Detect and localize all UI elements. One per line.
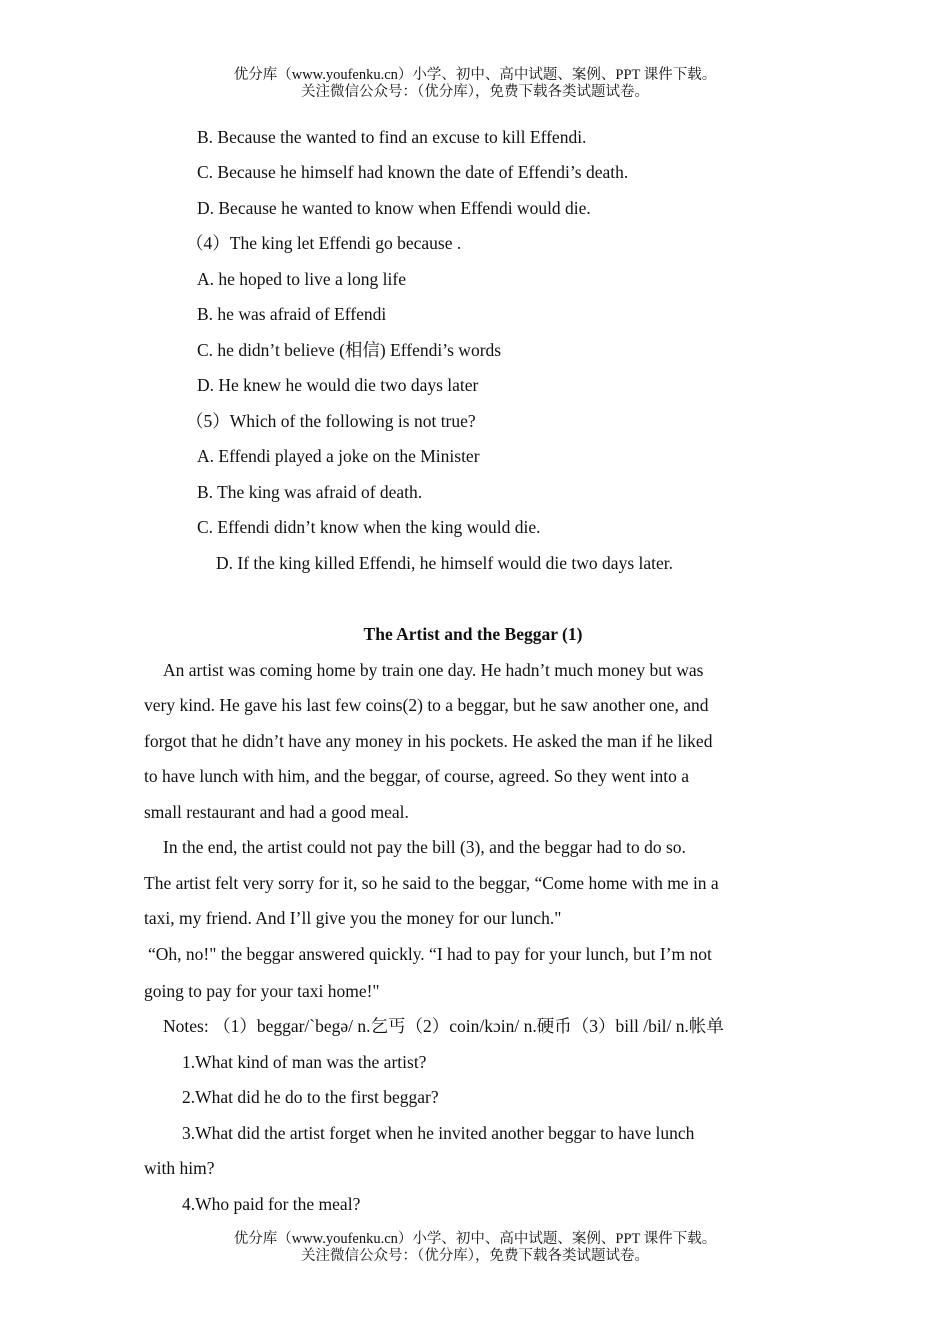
story-line: taxi, my friend. And I’ll give you the money for our lunch." xyxy=(144,908,562,928)
q5-option-c: C. Effendi didn’t know when the king would die. xyxy=(197,517,541,537)
q5-option-a: A. Effendi played a joke on the Minister xyxy=(197,446,480,466)
q4-option-c: C. he didn’t believe (相信) Effendi’s words xyxy=(197,340,502,360)
header-line-2: 关注微信公众号：（优分库），免费下载各类试题试卷。 xyxy=(301,84,649,100)
q4-option-d: D. He knew he would die two days later xyxy=(197,375,479,395)
q5-option-d: D. If the king killed Effendi, he himself would die two days later. xyxy=(216,553,674,573)
question-2: 2.What did he do to the first beggar? xyxy=(182,1087,439,1107)
vocabulary-notes: Notes: （1）beggar/`begə/ n.乞丐（2）coin/kɔin/ n.硬币（3）bill /bil/ n.帐单 xyxy=(163,1016,724,1036)
page-header xyxy=(0,67,950,101)
page-footer xyxy=(0,1231,950,1265)
q5-stem: （5）Which of the following is not true? xyxy=(186,411,476,431)
story-title: The Artist and the Beggar (1) xyxy=(363,624,583,644)
q3-option-b: B. Because the wanted to find an excuse to kill Effendi. xyxy=(197,127,587,147)
q3-option-c: C. Because he himself had known the date of Effendi’s death. xyxy=(197,162,629,182)
question-1: 1.What kind of man was the artist? xyxy=(182,1052,427,1072)
header-line-1: 优分库（www.youfenku.cn）小学、初中、高中试题、案例、PPT 课件下载。 xyxy=(233,67,717,83)
question-4: 4.Who paid for the meal? xyxy=(182,1194,361,1214)
q4-option-a: A. he hoped to live a long life xyxy=(197,269,406,289)
q4-option-b: B. he was afraid of Effendi xyxy=(197,304,387,324)
story-line: forgot that he didn’t have any money in his pockets. He asked the man if he liked xyxy=(144,731,713,751)
footer-line-1: 优分库（www.youfenku.cn）小学、初中、高中试题、案例、PPT 课件下载。 xyxy=(233,1231,717,1247)
q3-option-d: D. Because he wanted to know when Effendi would die. xyxy=(197,198,591,218)
story-line: very kind. He gave his last few coins(2) to a beggar, but he saw another one, and xyxy=(144,695,709,715)
q5-option-b: B. The king was afraid of death. xyxy=(197,482,423,502)
question-3-continued: with him? xyxy=(144,1158,215,1178)
story-line: An artist was coming home by train one day. He hadn’t much money but was xyxy=(163,660,704,680)
footer-line-2: 关注微信公众号：（优分库），免费下载各类试题试卷。 xyxy=(301,1248,649,1264)
story-line: In the end, the artist could not pay the bill (3), and the beggar had to do so. xyxy=(163,837,686,857)
story-line: small restaurant and had a good meal. xyxy=(144,802,409,822)
story-line: The artist felt very sorry for it, so he said to the beggar, “Come home with me in a xyxy=(144,873,719,893)
q4-stem: （4）The king let Effendi go because . xyxy=(186,233,462,253)
story-line: going to pay for your taxi home!" xyxy=(144,981,380,1001)
story-line: to have lunch with him, and the beggar, of course, agreed. So they went into a xyxy=(144,766,690,786)
story-line: “Oh, no!" the beggar answered quickly. “I had to pay for your lunch, but I’m not xyxy=(148,944,712,964)
question-3: 3.What did the artist forget when he invited another beggar to have lunch xyxy=(182,1123,695,1143)
